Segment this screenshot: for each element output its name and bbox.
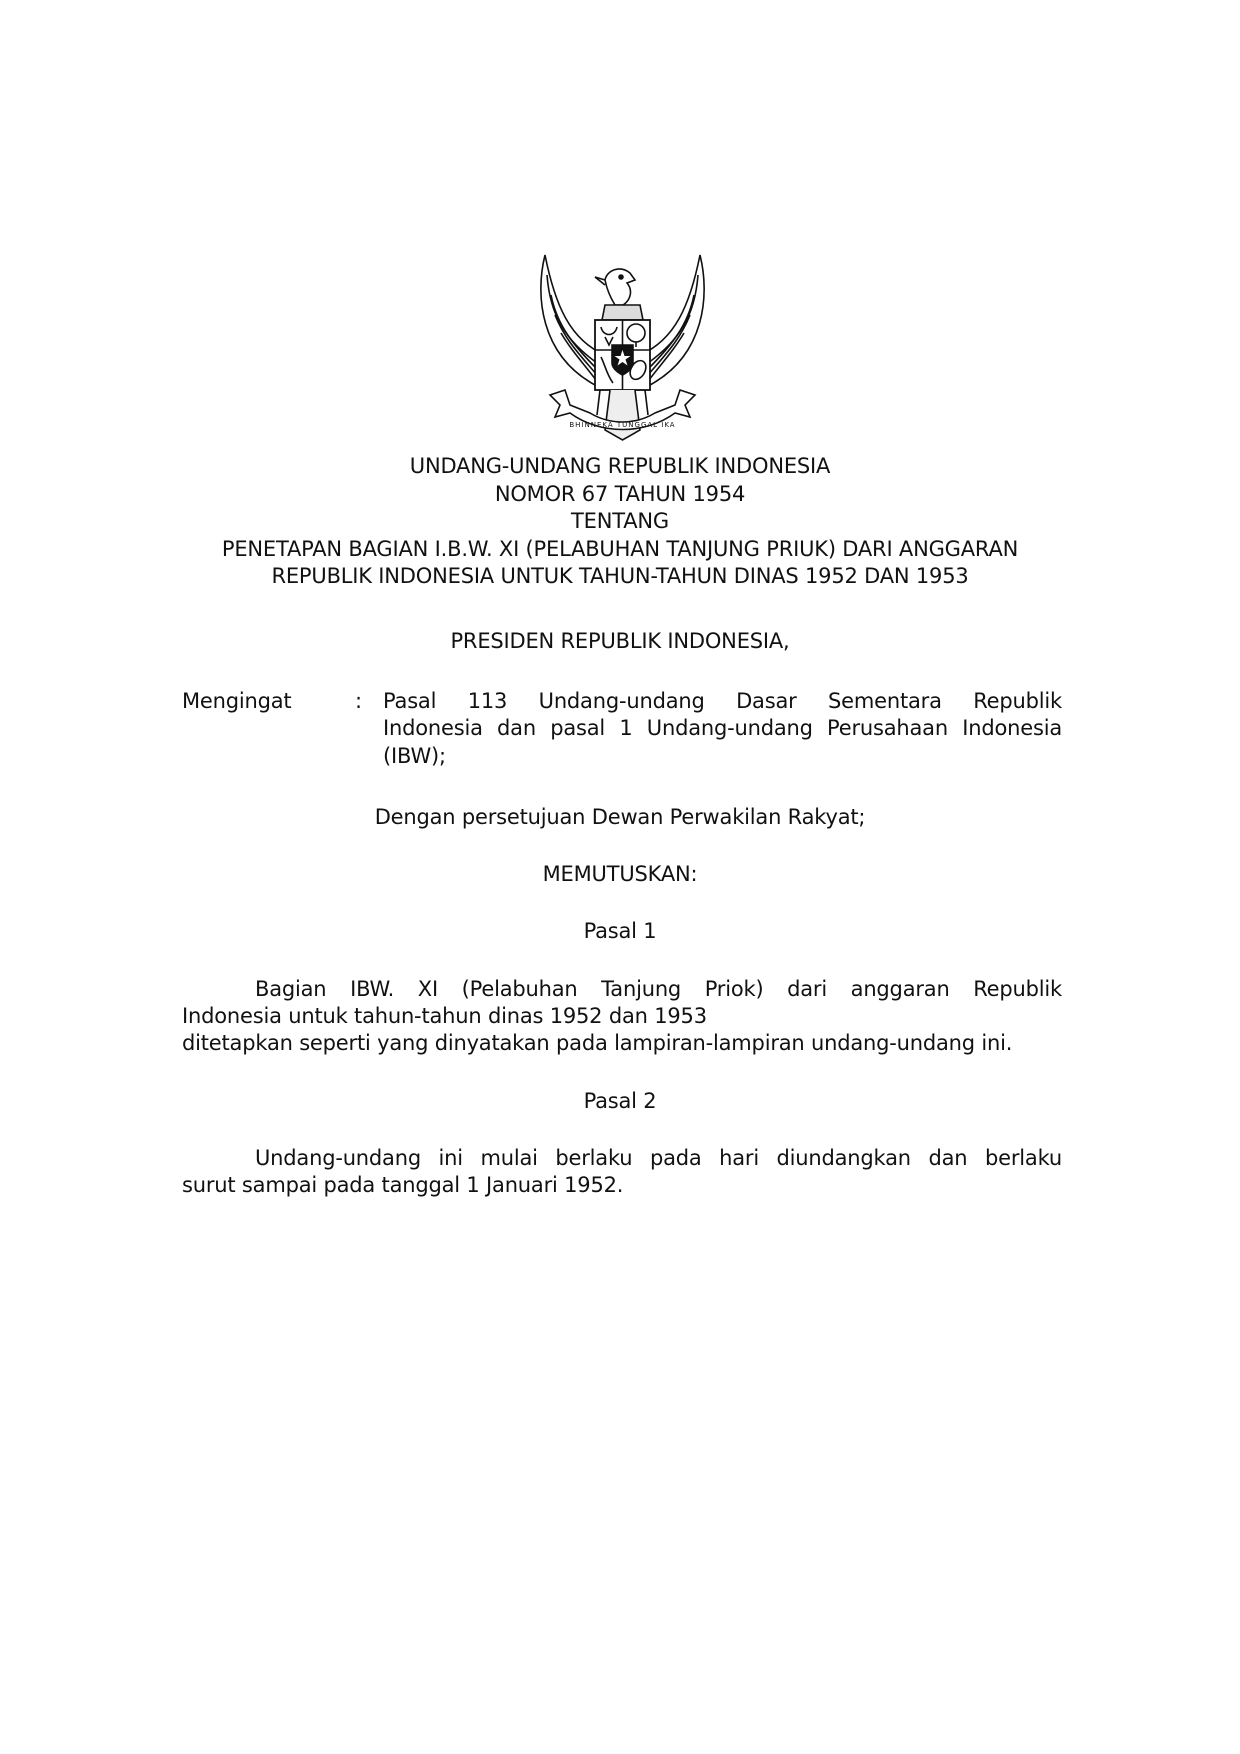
mengingat-line-1: Pasal 113 Undang-undang Dasar Sementara Republik — [383, 689, 1062, 713]
pasal-1-line-2: Indonesia untuk tahun-tahun dinas 1952 dan 1953 — [182, 1004, 707, 1028]
mengingat-colon: : — [355, 689, 362, 713]
pasal-1-line-1: Bagian IBW. XI (Pelabuhan Tanjung Priok) dari anggaran Republik — [255, 977, 1062, 1001]
pasal-2-line-2: surut sampai pada tanggal 1 Januari 1952. — [182, 1173, 624, 1197]
title-line-3: TENTANG — [571, 509, 669, 533]
title-line-2: NOMOR 67 TAHUN 1954 — [494, 482, 746, 506]
memutuskan-heading: MEMUTUSKAN: — [542, 862, 698, 886]
title-line-5: REPUBLIK INDONESIA UNTUK TAHUN-TAHUN DINAS 1952 DAN 1953 — [271, 564, 969, 588]
title-line-1: UNDANG-UNDANG REPUBLIK INDONESIA — [409, 454, 831, 478]
title-line-4: PENETAPAN BAGIAN I.B.W. XI (PELABUHAN TANJUNG PRIUK) DARI ANGGARAN — [221, 537, 1019, 561]
pasal-1-line-3: ditetapkan seperti yang dinyatakan pada lampiran-lampiran undang-undang ini. — [182, 1031, 1013, 1055]
mengingat-label: Mengingat — [182, 689, 292, 713]
pasal-1-title: Pasal 1 — [583, 919, 657, 943]
pasal-2-title: Pasal 2 — [583, 1089, 657, 1113]
mengingat-line-2: Indonesia dan pasal 1 Undang-undang Perusahaan Indonesia — [383, 716, 1062, 740]
persetujuan-text: Dengan persetujuan Dewan Perwakilan Rakyat; — [374, 805, 866, 829]
president-heading: PRESIDEN REPUBLIK INDONESIA, — [450, 629, 790, 653]
svg-text:BHINNEKA TUNGGAL IKA: BHINNEKA TUNGGAL IKA — [569, 421, 676, 429]
pasal-2-line-1: Undang-undang ini mulai berlaku pada hari diundangkan dan berlaku — [255, 1146, 1062, 1170]
garuda-emblem-icon — [535, 245, 710, 445]
mengingat-line-3: (IBW); — [383, 744, 446, 768]
